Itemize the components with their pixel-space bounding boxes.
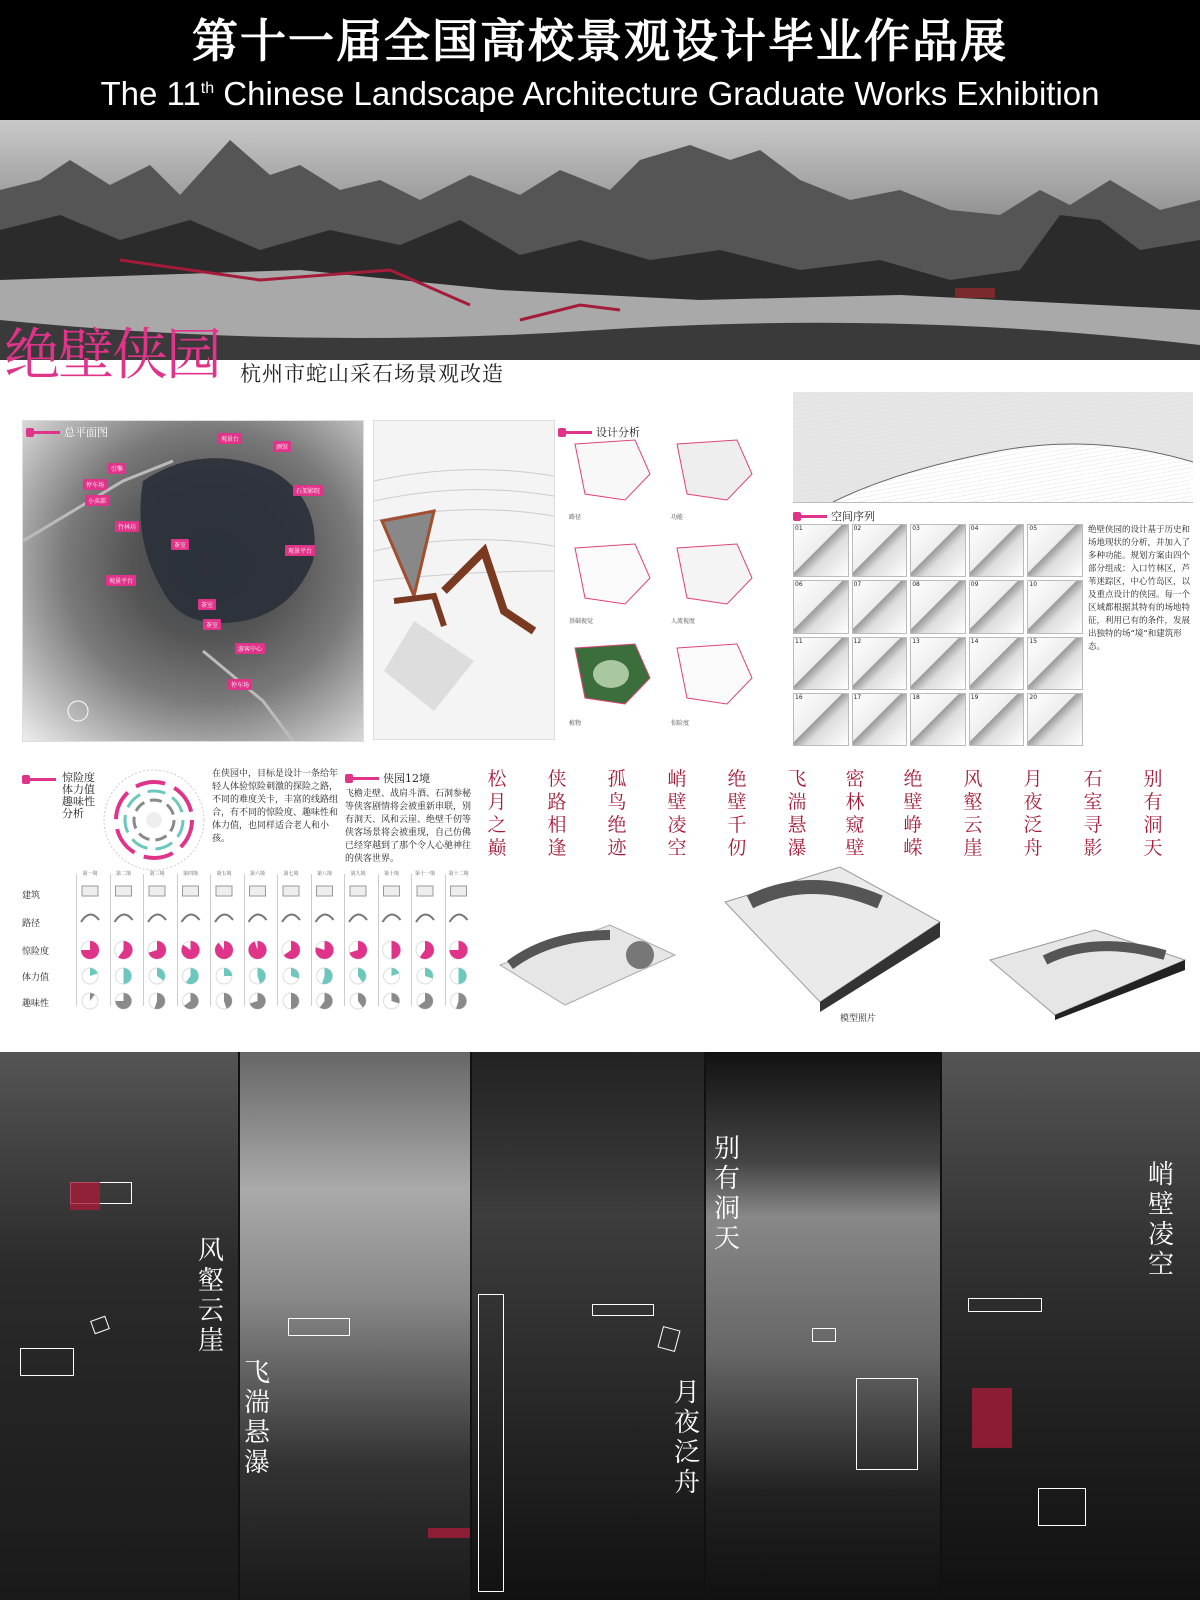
rendering-strip bbox=[472, 1052, 704, 1600]
scene-name: 松 月 之 巅 bbox=[487, 768, 507, 859]
sequence-cell: 11 bbox=[793, 637, 849, 690]
radial-chart bbox=[102, 768, 206, 872]
strip-title: 峭 壁 凌 空 bbox=[1147, 1160, 1174, 1280]
matrix-column-header: 第一境 bbox=[82, 871, 98, 877]
matrix-column-header: 第三境 bbox=[149, 871, 165, 877]
map-tag: 观景台 bbox=[218, 433, 242, 444]
thrill-pie bbox=[81, 941, 99, 959]
map-tag: 游客中心 bbox=[235, 643, 265, 654]
matrix-column-header: 第十境 bbox=[383, 871, 399, 877]
building-glyph bbox=[283, 886, 299, 896]
design-analysis-label: 设计分析 bbox=[558, 424, 640, 440]
fun-pie bbox=[451, 993, 467, 1009]
fun-pie bbox=[183, 993, 199, 1009]
scene-name: 孤 鸟 绝 迹 bbox=[607, 768, 627, 859]
fun-pie bbox=[417, 993, 433, 1009]
sequence-cell: 02 bbox=[852, 524, 908, 577]
thrill-pie bbox=[215, 941, 233, 959]
sequence-grid bbox=[793, 524, 1083, 746]
scene-name: 石 室 寻 影 bbox=[1083, 768, 1103, 859]
map-tag: 茶室 bbox=[203, 619, 221, 630]
master-plan-label: 总平面图 bbox=[26, 424, 108, 440]
analysis-caption: 路径 bbox=[569, 514, 582, 521]
map-tag: 小卖部 bbox=[85, 495, 109, 506]
matrix-row-label: 建筑 bbox=[22, 891, 41, 901]
map-tag: 茶室 bbox=[198, 599, 216, 610]
building-glyph bbox=[451, 886, 467, 896]
project-title: 绝壁侠园 bbox=[4, 323, 220, 388]
map-tag: 引擎 bbox=[108, 463, 126, 474]
fun-pie bbox=[116, 993, 132, 1009]
stamina-pie bbox=[183, 968, 199, 984]
sequence-cell: 01 bbox=[793, 524, 849, 577]
building-glyph bbox=[116, 886, 132, 896]
building-glyph bbox=[317, 886, 333, 896]
analysis-caption: 人流视度 bbox=[671, 618, 696, 625]
rendering-strip bbox=[706, 1052, 940, 1600]
map-tag: 观景平台 bbox=[106, 575, 136, 586]
exhibition-title-en: The 11th Chinese Landscape Architecture Graduate Works Exhibition bbox=[100, 75, 1100, 112]
path-glyph bbox=[416, 914, 434, 922]
scene-name: 风 壑 云 崖 bbox=[963, 768, 983, 859]
thrill-pie bbox=[316, 941, 334, 959]
model-photo-2 bbox=[720, 862, 945, 1012]
strip-title: 飞 湍 悬 瀑 bbox=[243, 1358, 270, 1478]
sequence-cell: 16 bbox=[793, 693, 849, 746]
building-glyph bbox=[417, 886, 433, 896]
sequence-cell: 07 bbox=[852, 580, 908, 633]
map-tag: 停车场 bbox=[83, 479, 107, 490]
thrill-description: 在侠园中，目标是设计一条给年轻人体验惊险刺激的探险之路，不同的难度关卡，丰富的线路组合，有不同的惊险度、趣味性和体力值，也同样适合老人和小孩。 bbox=[212, 769, 339, 844]
scene-name: 月 夜 泛 舟 bbox=[1023, 768, 1043, 859]
stamina-pie bbox=[451, 968, 467, 984]
flow-analysis-map bbox=[667, 538, 759, 610]
exhibition-header bbox=[0, 0, 1200, 120]
thrill-pie bbox=[115, 941, 133, 959]
sequence-cell: 06 bbox=[793, 580, 849, 633]
stamina-pie bbox=[317, 968, 333, 984]
sequence-cell: 18 bbox=[910, 693, 966, 746]
twelve-scenes-label: 侠园12境 bbox=[345, 770, 430, 786]
sequence-cell: 04 bbox=[969, 524, 1025, 577]
topography-plan bbox=[793, 392, 1193, 503]
stamina-pie bbox=[216, 968, 232, 984]
building-glyph bbox=[350, 886, 366, 896]
map-tag: 竹林坊 bbox=[115, 521, 139, 532]
sequence-cell: 20 bbox=[1027, 693, 1083, 746]
node-plan-drawing bbox=[373, 420, 555, 740]
sequence-cell: 19 bbox=[969, 693, 1025, 746]
analysis-caption: 植物 bbox=[569, 720, 582, 727]
stamina-pie bbox=[116, 968, 132, 984]
fun-pie bbox=[216, 993, 232, 1009]
sequence-cell: 17 bbox=[852, 693, 908, 746]
sequence-cell: 03 bbox=[910, 524, 966, 577]
matrix-row-label: 惊险度 bbox=[22, 947, 50, 957]
sequence-cell: 08 bbox=[910, 580, 966, 633]
pin-marker-icon bbox=[22, 778, 56, 781]
project-subtitle: 杭州市蛇山采石场景观改造 bbox=[240, 362, 504, 386]
path-glyph bbox=[450, 914, 468, 922]
model-photo-1 bbox=[490, 905, 680, 1015]
model-caption: 模型照片 bbox=[840, 1014, 877, 1024]
fun-pie bbox=[317, 993, 333, 1009]
function-analysis-map bbox=[667, 434, 759, 506]
matrix-column-header: 第四境 bbox=[182, 871, 198, 877]
pin-marker-icon bbox=[793, 515, 827, 518]
thrill-pie bbox=[148, 941, 166, 959]
thrill-pie bbox=[416, 941, 434, 959]
stamina-pie bbox=[250, 968, 266, 984]
path-glyph bbox=[349, 914, 367, 922]
analysis-caption: 惊险度 bbox=[671, 720, 690, 727]
thrill-pie bbox=[181, 941, 199, 959]
stamina-pie bbox=[149, 968, 165, 984]
thrill-analysis-map bbox=[667, 638, 759, 710]
matrix-column-header: 第二境 bbox=[115, 871, 131, 877]
scene-name: 绝 壁 千 仞 bbox=[727, 768, 747, 859]
scene-matrix bbox=[22, 870, 482, 1010]
scene-renderings bbox=[0, 1052, 1200, 1600]
pin-marker-icon bbox=[345, 777, 379, 780]
sequence-cell: 05 bbox=[1027, 524, 1083, 577]
matrix-row-label: 趣味性 bbox=[22, 999, 50, 1009]
building-glyph bbox=[250, 886, 266, 896]
pin-marker-icon bbox=[26, 431, 60, 434]
spatial-sequence-label: 空间序列 bbox=[793, 508, 875, 524]
sequence-cell: 09 bbox=[969, 580, 1025, 633]
fun-pie bbox=[384, 993, 400, 1009]
model-photo-3 bbox=[985, 920, 1190, 1020]
design-analysis-panel bbox=[555, 420, 770, 738]
matrix-column-header: 第五境 bbox=[216, 871, 232, 877]
matrix-column-header: 第十二境 bbox=[448, 871, 469, 877]
matrix-pies bbox=[22, 870, 482, 1010]
strip-title: 月 夜 泛 舟 bbox=[673, 1378, 700, 1498]
map-tag: 石架影院 bbox=[293, 485, 323, 496]
building-glyph bbox=[149, 886, 165, 896]
thrill-pie bbox=[349, 941, 367, 959]
plant-analysis-map bbox=[565, 638, 657, 710]
path-glyph bbox=[182, 914, 200, 922]
analysis-caption: 基础视觉 bbox=[569, 618, 594, 625]
matrix-column-header: 第十一境 bbox=[414, 871, 435, 877]
sequence-cell: 14 bbox=[969, 637, 1025, 690]
stamina-pie bbox=[350, 968, 366, 984]
path-glyph bbox=[383, 914, 401, 922]
fun-pie bbox=[250, 993, 266, 1009]
matrix-column-header: 第六境 bbox=[249, 871, 265, 877]
rendering-strip bbox=[942, 1052, 1200, 1600]
path-glyph bbox=[81, 914, 99, 922]
thrill-pie bbox=[282, 941, 300, 959]
analysis-caption: 功能 bbox=[671, 514, 684, 521]
map-tag: 停车场 bbox=[228, 679, 252, 690]
strip-title: 风 壑 云 崖 bbox=[197, 1236, 224, 1356]
map-tag: 酒馆 bbox=[273, 441, 291, 452]
thrill-pie bbox=[249, 941, 267, 959]
project-description: 绝壁侠园的设计基于历史和场地现状的分析，并加入了多种功能。规划方案由四个部分组成：入口竹林区，芦苇迷踪区，中心竹岛区，以及重点设计的侠园。每一个区域都根据其特有的场地特征，利用已有的条件，发展出独特的场“境”和建筑形态。 bbox=[1088, 525, 1191, 652]
visual-analysis-map bbox=[565, 538, 657, 610]
thrill-pie bbox=[383, 941, 401, 959]
matrix-column-header: 第七境 bbox=[283, 871, 299, 877]
map-tag: 观景平台 bbox=[285, 545, 315, 556]
path-glyph bbox=[249, 914, 267, 922]
building-glyph bbox=[183, 886, 199, 896]
fun-pie bbox=[82, 993, 98, 1009]
master-plan-map bbox=[22, 420, 364, 742]
sequence-cell: 12 bbox=[852, 637, 908, 690]
exhibition-title-cn: 第十一届全国高校景观设计毕业作品展 bbox=[192, 14, 1008, 68]
scene-name: 绝 壁 峥 嵘 bbox=[903, 768, 923, 859]
path-glyph bbox=[148, 914, 166, 922]
path-glyph bbox=[115, 914, 133, 922]
scene-name: 别 有 洞 天 bbox=[1143, 768, 1163, 859]
scene-name: 飞 湍 悬 瀑 bbox=[787, 768, 807, 859]
fun-pie bbox=[149, 993, 165, 1009]
matrix-column-header: 第八境 bbox=[316, 871, 332, 877]
stamina-pie bbox=[384, 968, 400, 984]
scene-names bbox=[486, 768, 1186, 863]
matrix-column-header: 第九境 bbox=[350, 871, 366, 877]
scene-name: 侠 路 相 逢 bbox=[547, 768, 567, 859]
building-glyph bbox=[82, 886, 98, 896]
matrix-row-label: 体力值 bbox=[22, 973, 50, 983]
building-glyph bbox=[216, 886, 232, 896]
sequence-cell: 13 bbox=[910, 637, 966, 690]
matrix-row-label: 路径 bbox=[22, 919, 41, 929]
thrill-pie bbox=[450, 941, 468, 959]
scene-name: 密 林 窥 壁 bbox=[845, 768, 865, 859]
path-glyph bbox=[282, 914, 300, 922]
stamina-pie bbox=[283, 968, 299, 984]
stamina-pie bbox=[82, 968, 98, 984]
fun-pie bbox=[350, 993, 366, 1009]
building-glyph bbox=[384, 886, 400, 896]
fun-pie bbox=[283, 993, 299, 1009]
rendering-strip bbox=[240, 1052, 470, 1600]
sequence-cell: 10 bbox=[1027, 580, 1083, 633]
map-tag: 茶室 bbox=[171, 539, 189, 550]
path-glyph bbox=[215, 914, 233, 922]
twelve-scenes-description: 飞檐走壁、战肩斗酒、石洞参秘等侠客剧情将会被重新串联，别有洞天、风和云崖、绝壁千仞等侠客场景将会被重现，自己仿佛已经穿越到了那个令人心驰神往的侠客世界。 bbox=[345, 789, 472, 864]
scene-name: 峭 壁 凌 空 bbox=[667, 768, 687, 859]
rendering-strip bbox=[0, 1052, 238, 1600]
sequence-cell: 15 bbox=[1027, 637, 1083, 690]
strip-title: 别 有 洞 天 bbox=[713, 1134, 740, 1254]
stamina-pie bbox=[417, 968, 433, 984]
path-glyph bbox=[316, 914, 334, 922]
path-analysis-map bbox=[565, 434, 657, 506]
